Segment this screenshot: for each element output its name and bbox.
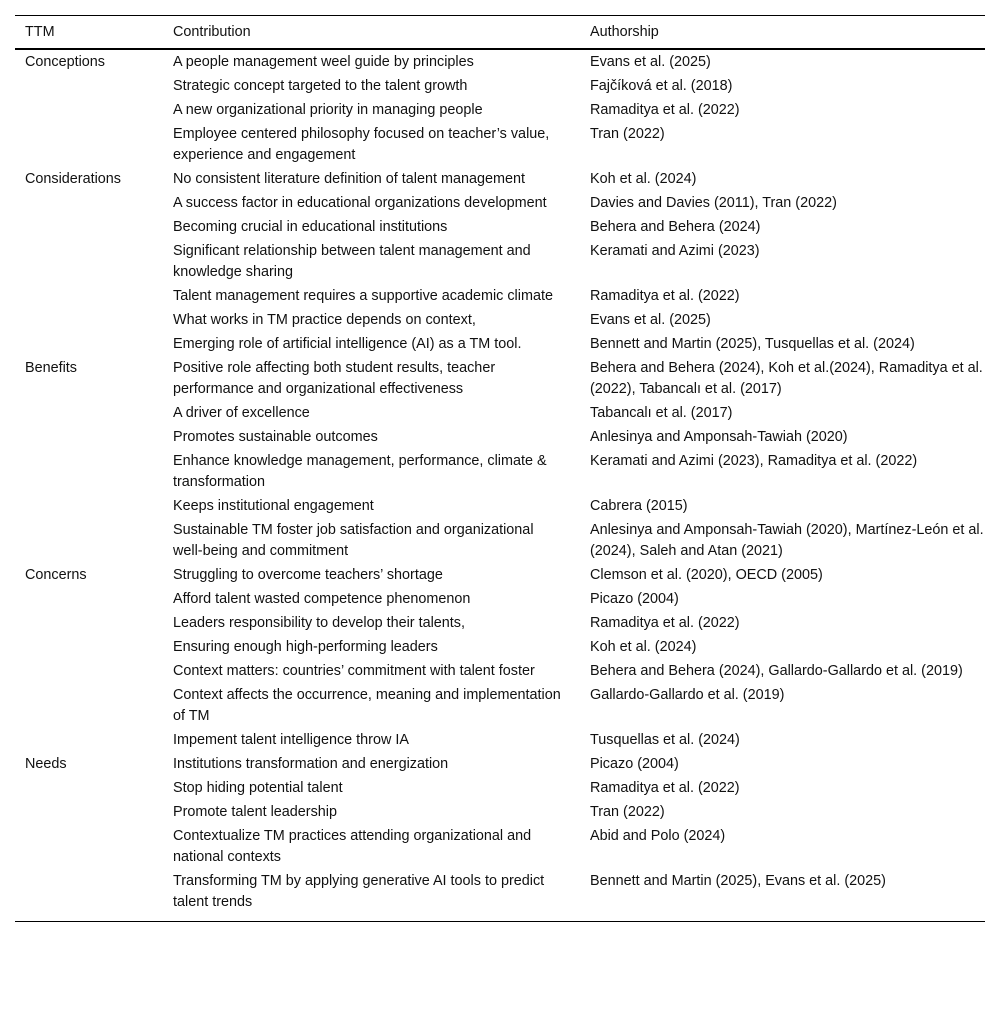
contribution-cell: A driver of excellence	[173, 405, 310, 421]
header-authorship: Authorship	[580, 16, 985, 50]
table-row	[15, 825, 985, 870]
table-row	[15, 49, 985, 75]
contribution-cell: Keeps institutional engagement	[173, 498, 374, 514]
ttm-cell	[15, 870, 163, 921]
table-row	[15, 99, 985, 123]
authorship-cell: Keramati and Azimi (2023), Ramaditya et al. (2022)	[590, 453, 918, 469]
contribution-cell: Talent management requires a supportive academic climate	[173, 288, 553, 304]
authorship-cell: Koh et al. (2024)	[590, 171, 697, 187]
table-row	[15, 216, 985, 240]
contribution-cell: Context matters: countries’ commitment with talent foster	[173, 663, 535, 679]
ttm-cell	[15, 333, 163, 357]
authorship-cell: Keramati and Azimi (2023)	[590, 243, 760, 259]
authorship-cell: Ramaditya et al. (2022)	[590, 288, 740, 304]
authorship-cell: Davies and Davies (2011), Tran (2022)	[590, 195, 837, 211]
contribution-cell: A new organizational priority in managing people	[173, 102, 483, 118]
ttm-cell	[15, 612, 163, 636]
table-row	[15, 777, 985, 801]
contribution-cell: Ensuring enough high-performing leaders	[173, 639, 438, 655]
table-row	[15, 450, 985, 495]
contribution-cell: Sustainable TM foster job satisfaction and organizational well-being and commitment	[173, 522, 534, 559]
authorship-cell: Tusquellas et al. (2024)	[590, 732, 740, 748]
table-row	[15, 333, 985, 357]
table-row	[15, 357, 985, 402]
ttm-table	[15, 15, 985, 921]
header-row	[15, 16, 985, 50]
authorship-cell: Tran (2022)	[590, 804, 665, 820]
table-row	[15, 729, 985, 753]
authorship-cell: Anlesinya and Amponsah-Tawiah (2020), Martínez-León et al. (2024), Saleh and Atan (2021)	[590, 522, 984, 559]
table-header	[15, 16, 985, 50]
ttm-cell	[15, 777, 163, 801]
table-row	[15, 309, 985, 333]
authorship-cell: Abid and Polo (2024)	[590, 828, 726, 844]
ttm-cell	[15, 426, 163, 450]
contribution-cell: Employee centered philosophy focused on teacher’s value, experience and engagement	[173, 126, 550, 163]
authorship-cell: Bennett and Martin (2025), Evans et al. (2025)	[590, 873, 886, 889]
table-row	[15, 402, 985, 426]
contribution-cell: Positive role affecting both student results, teacher performance and organizational effectiveness	[173, 360, 496, 397]
ttm-cell: Benefits	[25, 360, 77, 376]
authorship-cell: Cabrera (2015)	[590, 498, 688, 514]
contribution-cell: Enhance knowledge management, performance, climate & transformation	[173, 453, 547, 490]
table-row	[15, 75, 985, 99]
table-row	[15, 753, 985, 777]
contribution-cell: Institutions transformation and energization	[173, 756, 449, 772]
header-ttm: TTM	[15, 16, 163, 50]
contribution-cell: Impement talent intelligence throw IA	[173, 732, 409, 748]
table-row	[15, 426, 985, 450]
contribution-cell: Struggling to overcome teachers’ shortage	[173, 567, 443, 583]
ttm-cell	[15, 216, 163, 240]
authorship-cell: Behera and Behera (2024)	[590, 219, 761, 235]
contribution-cell: Becoming crucial in educational institutions	[173, 219, 448, 235]
ttm-cell: Needs	[25, 756, 67, 772]
authorship-cell: Evans et al. (2025)	[590, 54, 711, 70]
ttm-cell: Considerations	[25, 171, 121, 187]
authorship-cell: Picazo (2004)	[590, 591, 679, 607]
table-row	[15, 801, 985, 825]
ttm-cell	[15, 684, 163, 729]
ttm-cell	[15, 801, 163, 825]
authorship-cell: Fajčíková et al. (2018)	[590, 78, 733, 94]
table-row	[15, 612, 985, 636]
authorship-cell: Picazo (2004)	[590, 756, 679, 772]
authorship-cell: Evans et al. (2025)	[590, 312, 711, 328]
ttm-cell	[15, 99, 163, 123]
table-row	[15, 636, 985, 660]
table-row	[15, 564, 985, 588]
authorship-cell: Koh et al. (2024)	[590, 639, 697, 655]
authorship-cell: Tran (2022)	[590, 126, 665, 142]
authorship-cell: Bennett and Martin (2025), Tusquellas et al. (2024)	[590, 336, 915, 352]
contribution-cell: Stop hiding potential talent	[173, 780, 343, 796]
contribution-cell: Promotes sustainable outcomes	[173, 429, 378, 445]
ttm-table-container	[15, 15, 985, 922]
contribution-cell: Leaders responsibility to develop their talents,	[173, 615, 465, 631]
table-row	[15, 660, 985, 684]
ttm-cell: Concerns	[25, 567, 87, 583]
contribution-cell: Strategic concept targeted to the talent growth	[173, 78, 468, 94]
contribution-cell: A people management weel guide by principles	[173, 54, 474, 70]
contribution-cell: Afford talent wasted competence phenomenon	[173, 591, 471, 607]
contribution-cell: No consistent literature definition of talent management	[173, 171, 525, 187]
table-row	[15, 684, 985, 729]
table-row	[15, 495, 985, 519]
ttm-cell	[15, 588, 163, 612]
ttm-cell: Conceptions	[25, 54, 105, 70]
contribution-cell: Promote talent leadership	[173, 804, 337, 820]
authorship-cell: Gallardo-Gallardo et al. (2019)	[590, 687, 785, 703]
table-row	[15, 519, 985, 564]
contribution-cell: Emerging role of artificial intelligence (AI) as a TM tool.	[173, 336, 522, 352]
ttm-cell	[15, 636, 163, 660]
ttm-cell	[15, 450, 163, 495]
ttm-cell	[15, 729, 163, 753]
authorship-cell: Ramaditya et al. (2022)	[590, 780, 740, 796]
ttm-cell	[15, 825, 163, 870]
table-row	[15, 168, 985, 192]
contribution-cell: Transforming TM by applying generative AI tools to predict talent trends	[173, 873, 545, 910]
table-row	[15, 192, 985, 216]
authorship-cell: Anlesinya and Amponsah-Tawiah (2020)	[590, 429, 848, 445]
ttm-cell	[15, 402, 163, 426]
ttm-cell	[15, 240, 163, 285]
authorship-cell: Behera and Behera (2024), Koh et al.(2024), Ramaditya et al. (2022), Tabancalı et al. (2017)	[590, 360, 983, 397]
contribution-cell: Context affects the occurrence, meaning and implementation of TM	[173, 687, 561, 724]
table-body	[15, 49, 985, 921]
table-row	[15, 588, 985, 612]
ttm-cell	[15, 309, 163, 333]
contribution-cell: What works in TM practice depends on context,	[173, 312, 476, 328]
contribution-cell: A success factor in educational organizations development	[173, 195, 547, 211]
table-row	[15, 240, 985, 285]
authorship-cell: Clemson et al. (2020), OECD (2005)	[590, 567, 823, 583]
ttm-cell	[15, 285, 163, 309]
authorship-cell: Behera and Behera (2024), Gallardo-Gallardo et al. (2019)	[590, 663, 963, 679]
table-row	[15, 123, 985, 168]
contribution-cell: Contextualize TM practices attending organizational and national contexts	[173, 828, 532, 865]
ttm-cell	[15, 75, 163, 99]
authorship-cell: Tabancalı et al. (2017)	[590, 405, 733, 421]
authorship-cell: Ramaditya et al. (2022)	[590, 102, 740, 118]
authorship-cell: Ramaditya et al. (2022)	[590, 615, 740, 631]
ttm-cell	[15, 519, 163, 564]
ttm-cell	[15, 123, 163, 168]
ttm-cell	[15, 192, 163, 216]
bottom-rule	[15, 921, 985, 922]
contribution-cell: Significant relationship between talent management and knowledge sharing	[173, 243, 531, 280]
table-row	[15, 285, 985, 309]
ttm-cell	[15, 495, 163, 519]
header-contribution: Contribution	[163, 16, 580, 50]
ttm-cell	[15, 660, 163, 684]
table-row	[15, 870, 985, 921]
